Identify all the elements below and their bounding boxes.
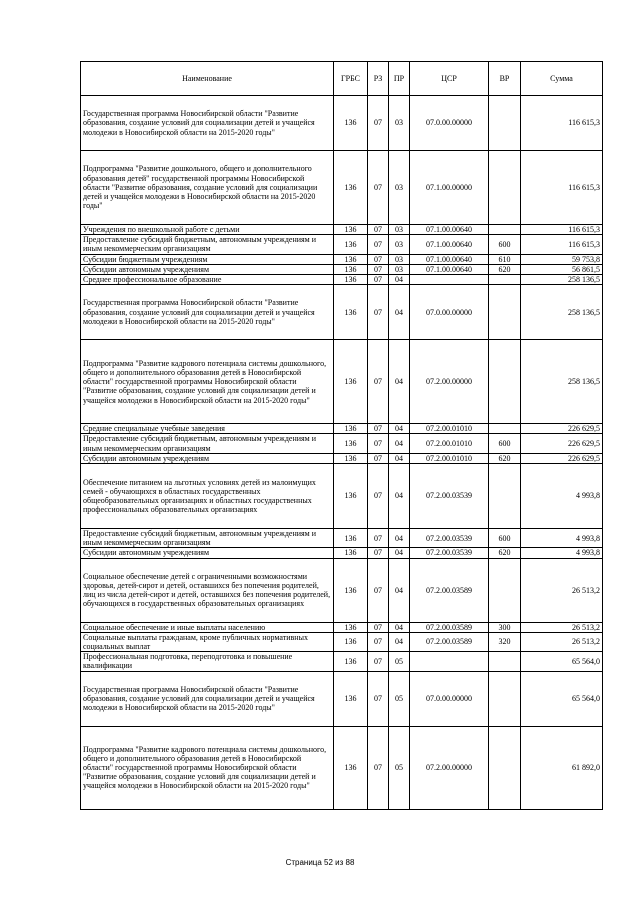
cell-name: Субсидии бюджетным учреждениям (81, 254, 334, 264)
cell-grbs: 136 (334, 434, 368, 453)
table-row (81, 96, 603, 151)
cell-pr: 04 (389, 340, 410, 424)
cell-pr: 04 (389, 285, 410, 340)
cell-vr (489, 340, 521, 424)
cell-csr: 07.2.00.00000 (410, 340, 489, 424)
cell-rz: 07 (368, 96, 389, 151)
cell-grbs: 136 (334, 453, 368, 463)
cell-rz: 07 (368, 548, 389, 558)
cell-rz: 07 (368, 652, 389, 671)
table-row (81, 151, 603, 225)
column-header-vr: ВР (489, 62, 521, 96)
cell-name: Предоставление субсидий бюджетным, автономным учреждениям и иным некоммерческим организациям (81, 434, 334, 453)
cell-sum: 258 136,5 (521, 275, 603, 285)
cell-csr: 07.2.00.03539 (410, 464, 489, 529)
cell-rz: 07 (368, 264, 389, 274)
cell-vr: 610 (489, 254, 521, 264)
cell-pr: 03 (389, 151, 410, 225)
cell-grbs: 136 (334, 275, 368, 285)
cell-rz: 07 (368, 225, 389, 235)
cell-grbs: 136 (334, 151, 368, 225)
cell-name: Предоставление субсидий бюджетным, автономным учреждениям и иным некоммерческим организациям (81, 235, 334, 254)
cell-sum: 56 861,5 (521, 264, 603, 274)
cell-name: Предоставление субсидий бюджетным, автономным учреждениям и иным некоммерческим организациям (81, 529, 334, 548)
cell-name: Обеспечение питанием на льготных условиях детей из малоимущих семей - обучающихся в областных государственных общеобразовательных организациях и областных государственных профессиональных образовательных организациях (81, 464, 334, 529)
cell-sum: 26 513,2 (521, 558, 603, 622)
column-header-name: Наименование (81, 62, 334, 96)
cell-rz: 07 (368, 235, 389, 254)
cell-rz: 07 (368, 671, 389, 726)
table-row (81, 424, 603, 434)
cell-sum: 26 513,2 (521, 632, 603, 651)
cell-grbs: 136 (334, 548, 368, 558)
cell-sum: 4 993,8 (521, 529, 603, 548)
cell-rz: 07 (368, 340, 389, 424)
cell-sum: 116 615,3 (521, 151, 603, 225)
table-row (81, 264, 603, 274)
cell-rz: 07 (368, 434, 389, 453)
cell-vr (489, 225, 521, 235)
table-row (81, 558, 603, 622)
cell-pr: 03 (389, 235, 410, 254)
cell-pr: 04 (389, 453, 410, 463)
cell-sum: 226 629,5 (521, 453, 603, 463)
cell-csr: 07.2.00.01010 (410, 434, 489, 453)
cell-csr: 07.1.00.00640 (410, 225, 489, 235)
cell-grbs: 136 (334, 632, 368, 651)
table-row (81, 622, 603, 632)
cell-vr: 600 (489, 434, 521, 453)
cell-pr: 04 (389, 558, 410, 622)
cell-rz: 07 (368, 453, 389, 463)
table-row (81, 453, 603, 463)
cell-name: Социальное обеспечение детей с ограниченными возможностями здоровья, детей-сирот и детей, оставшихся без попечения родителей, лиц из числа детей-сирот и детей, оставшихся без попечения родителей, обучающихся в государственных образовательных организациях (81, 558, 334, 622)
cell-csr: 07.2.00.03539 (410, 529, 489, 548)
cell-csr: 07.2.00.03589 (410, 632, 489, 651)
cell-pr: 04 (389, 622, 410, 632)
cell-grbs: 136 (334, 225, 368, 235)
cell-grbs: 136 (334, 424, 368, 434)
table-body (81, 96, 603, 810)
cell-name: Социальные выплаты гражданам, кроме публичных нормативных социальных выплат (81, 632, 334, 651)
cell-pr: 03 (389, 96, 410, 151)
cell-sum: 65 564,0 (521, 652, 603, 671)
column-header-pr: ПР (389, 62, 410, 96)
cell-csr: 07.1.00.00640 (410, 264, 489, 274)
cell-vr: 620 (489, 548, 521, 558)
cell-name: Государственная программа Новосибирской области "Развитие образования, создание условий для социализации детей и учащейся молодежи в Новосибирской области на 2015-2020 годы" (81, 671, 334, 726)
cell-vr: 300 (489, 622, 521, 632)
cell-pr: 04 (389, 464, 410, 529)
cell-sum: 116 615,3 (521, 235, 603, 254)
table-row (81, 632, 603, 651)
cell-name: Подпрограмма "Развитие кадрового потенциала системы дошкольного, общего и дополнительного образования детей в Новосибирской области" государственной программы Новосибирской области "Развитие образования, создание условий для социализации детей и учащейся молодежи в Новосибирской области на 2015-2020 годы" (81, 726, 334, 809)
cell-vr (489, 464, 521, 529)
cell-pr: 05 (389, 671, 410, 726)
cell-sum: 226 629,5 (521, 424, 603, 434)
column-header-rz: РЗ (368, 62, 389, 96)
table-row (81, 548, 603, 558)
table-row (81, 529, 603, 548)
table-row (81, 340, 603, 424)
cell-grbs: 136 (334, 264, 368, 274)
cell-csr: 07.1.00.00640 (410, 235, 489, 254)
cell-grbs: 136 (334, 622, 368, 632)
cell-pr: 05 (389, 652, 410, 671)
cell-name: Социальное обеспечение и иные выплаты населению (81, 622, 334, 632)
cell-vr (489, 151, 521, 225)
cell-sum: 116 615,3 (521, 225, 603, 235)
cell-grbs: 136 (334, 340, 368, 424)
cell-csr: 07.2.00.01010 (410, 424, 489, 434)
cell-sum: 258 136,5 (521, 340, 603, 424)
cell-rz: 07 (368, 622, 389, 632)
cell-grbs: 136 (334, 558, 368, 622)
cell-sum: 226 629,5 (521, 434, 603, 453)
cell-vr (489, 424, 521, 434)
cell-vr (489, 726, 521, 809)
cell-name: Средние специальные учебные заведения (81, 424, 334, 434)
table-row (81, 285, 603, 340)
cell-rz: 07 (368, 275, 389, 285)
cell-grbs: 136 (334, 529, 368, 548)
cell-sum: 4 993,8 (521, 548, 603, 558)
cell-sum: 65 564,0 (521, 671, 603, 726)
cell-name: Среднее профессиональное образование (81, 275, 334, 285)
table-row (81, 434, 603, 453)
cell-vr (489, 671, 521, 726)
cell-pr: 04 (389, 632, 410, 651)
cell-rz: 07 (368, 726, 389, 809)
cell-csr: 07.2.00.01010 (410, 453, 489, 463)
cell-vr (489, 652, 521, 671)
table-header-row (81, 62, 603, 96)
cell-vr (489, 285, 521, 340)
cell-grbs: 136 (334, 285, 368, 340)
cell-name: Государственная программа Новосибирской области "Развитие образования, создание условий для социализации детей и учащейся молодежи в Новосибирской области на 2015-2020 годы" (81, 285, 334, 340)
cell-csr: 07.1.00.00640 (410, 254, 489, 264)
cell-sum: 61 892,0 (521, 726, 603, 809)
table-row (81, 464, 603, 529)
cell-vr: 320 (489, 632, 521, 651)
cell-pr: 03 (389, 225, 410, 235)
cell-csr (410, 275, 489, 285)
cell-sum: 59 753,8 (521, 254, 603, 264)
cell-grbs: 136 (334, 254, 368, 264)
cell-rz: 07 (368, 464, 389, 529)
table-row (81, 235, 603, 254)
cell-rz: 07 (368, 558, 389, 622)
cell-rz: 07 (368, 632, 389, 651)
cell-csr: 07.0.00.00000 (410, 285, 489, 340)
cell-name: Подпрограмма "Развитие дошкольного, общего и дополнительного образования детей" государственной программы Новосибирской области "Развитие образования, создание условий для социализации детей и учащейся молодежи в Новосибирской области на 2015-2020 годы" (81, 151, 334, 225)
cell-rz: 07 (368, 254, 389, 264)
cell-name: Субсидии автономным учреждениям (81, 264, 334, 274)
cell-sum: 4 993,8 (521, 464, 603, 529)
cell-csr: 07.0.00.00000 (410, 671, 489, 726)
budget-table (80, 61, 603, 810)
cell-rz: 07 (368, 529, 389, 548)
cell-grbs: 136 (334, 671, 368, 726)
cell-name: Профессиональная подготовка, переподготовка и повышение квалификации (81, 652, 334, 671)
cell-vr: 600 (489, 529, 521, 548)
cell-vr: 620 (489, 453, 521, 463)
cell-pr: 04 (389, 275, 410, 285)
cell-sum: 26 513,2 (521, 622, 603, 632)
cell-pr: 05 (389, 726, 410, 809)
cell-grbs: 136 (334, 235, 368, 254)
table-row (81, 225, 603, 235)
cell-csr: 07.1.00.00000 (410, 151, 489, 225)
cell-vr (489, 558, 521, 622)
cell-name: Субсидии автономным учреждениям (81, 548, 334, 558)
column-header-sum: Сумма (521, 62, 603, 96)
column-header-grbs: ГРБС (334, 62, 368, 96)
cell-name: Учреждения по внешкольной работе с детьми (81, 225, 334, 235)
cell-pr: 04 (389, 548, 410, 558)
cell-rz: 07 (368, 151, 389, 225)
column-header-csr: ЦСР (410, 62, 489, 96)
cell-pr: 03 (389, 264, 410, 274)
cell-rz: 07 (368, 424, 389, 434)
cell-vr: 620 (489, 264, 521, 274)
cell-csr: 07.2.00.00000 (410, 726, 489, 809)
cell-pr: 04 (389, 424, 410, 434)
cell-csr: 07.2.00.03589 (410, 622, 489, 632)
page-number: Страница 52 из 88 (285, 858, 355, 867)
cell-rz: 07 (368, 285, 389, 340)
cell-pr: 04 (389, 434, 410, 453)
cell-pr: 03 (389, 254, 410, 264)
cell-vr: 600 (489, 235, 521, 254)
cell-csr: 07.2.00.03589 (410, 558, 489, 622)
cell-grbs: 136 (334, 652, 368, 671)
table-row (81, 254, 603, 264)
cell-csr: 07.2.00.03539 (410, 548, 489, 558)
cell-vr (489, 96, 521, 151)
table-row (81, 275, 603, 285)
cell-grbs: 136 (334, 464, 368, 529)
cell-name: Субсидии автономным учреждениям (81, 453, 334, 463)
cell-vr (489, 275, 521, 285)
cell-name: Подпрограмма "Развитие кадрового потенциала системы дошкольного, общего и дополнительного образования детей в Новосибирской области" государственной программы Новосибирской области "Развитие образования, создание условий для социализации детей и учащейся молодежи в Новосибирской области на 2015-2020 годы" (81, 340, 334, 424)
cell-sum: 116 615,3 (521, 96, 603, 151)
cell-pr: 04 (389, 529, 410, 548)
cell-csr: 07.0.00.00000 (410, 96, 489, 151)
cell-csr (410, 652, 489, 671)
cell-sum: 258 136,5 (521, 285, 603, 340)
cell-name: Государственная программа Новосибирской области "Развитие образования, создание условий для социализации детей и учащейся молодежи в Новосибирской области на 2015-2020 годы" (81, 96, 334, 151)
table-row (81, 652, 603, 671)
cell-grbs: 136 (334, 726, 368, 809)
cell-grbs: 136 (334, 96, 368, 151)
table-row (81, 671, 603, 726)
table-row (81, 726, 603, 809)
